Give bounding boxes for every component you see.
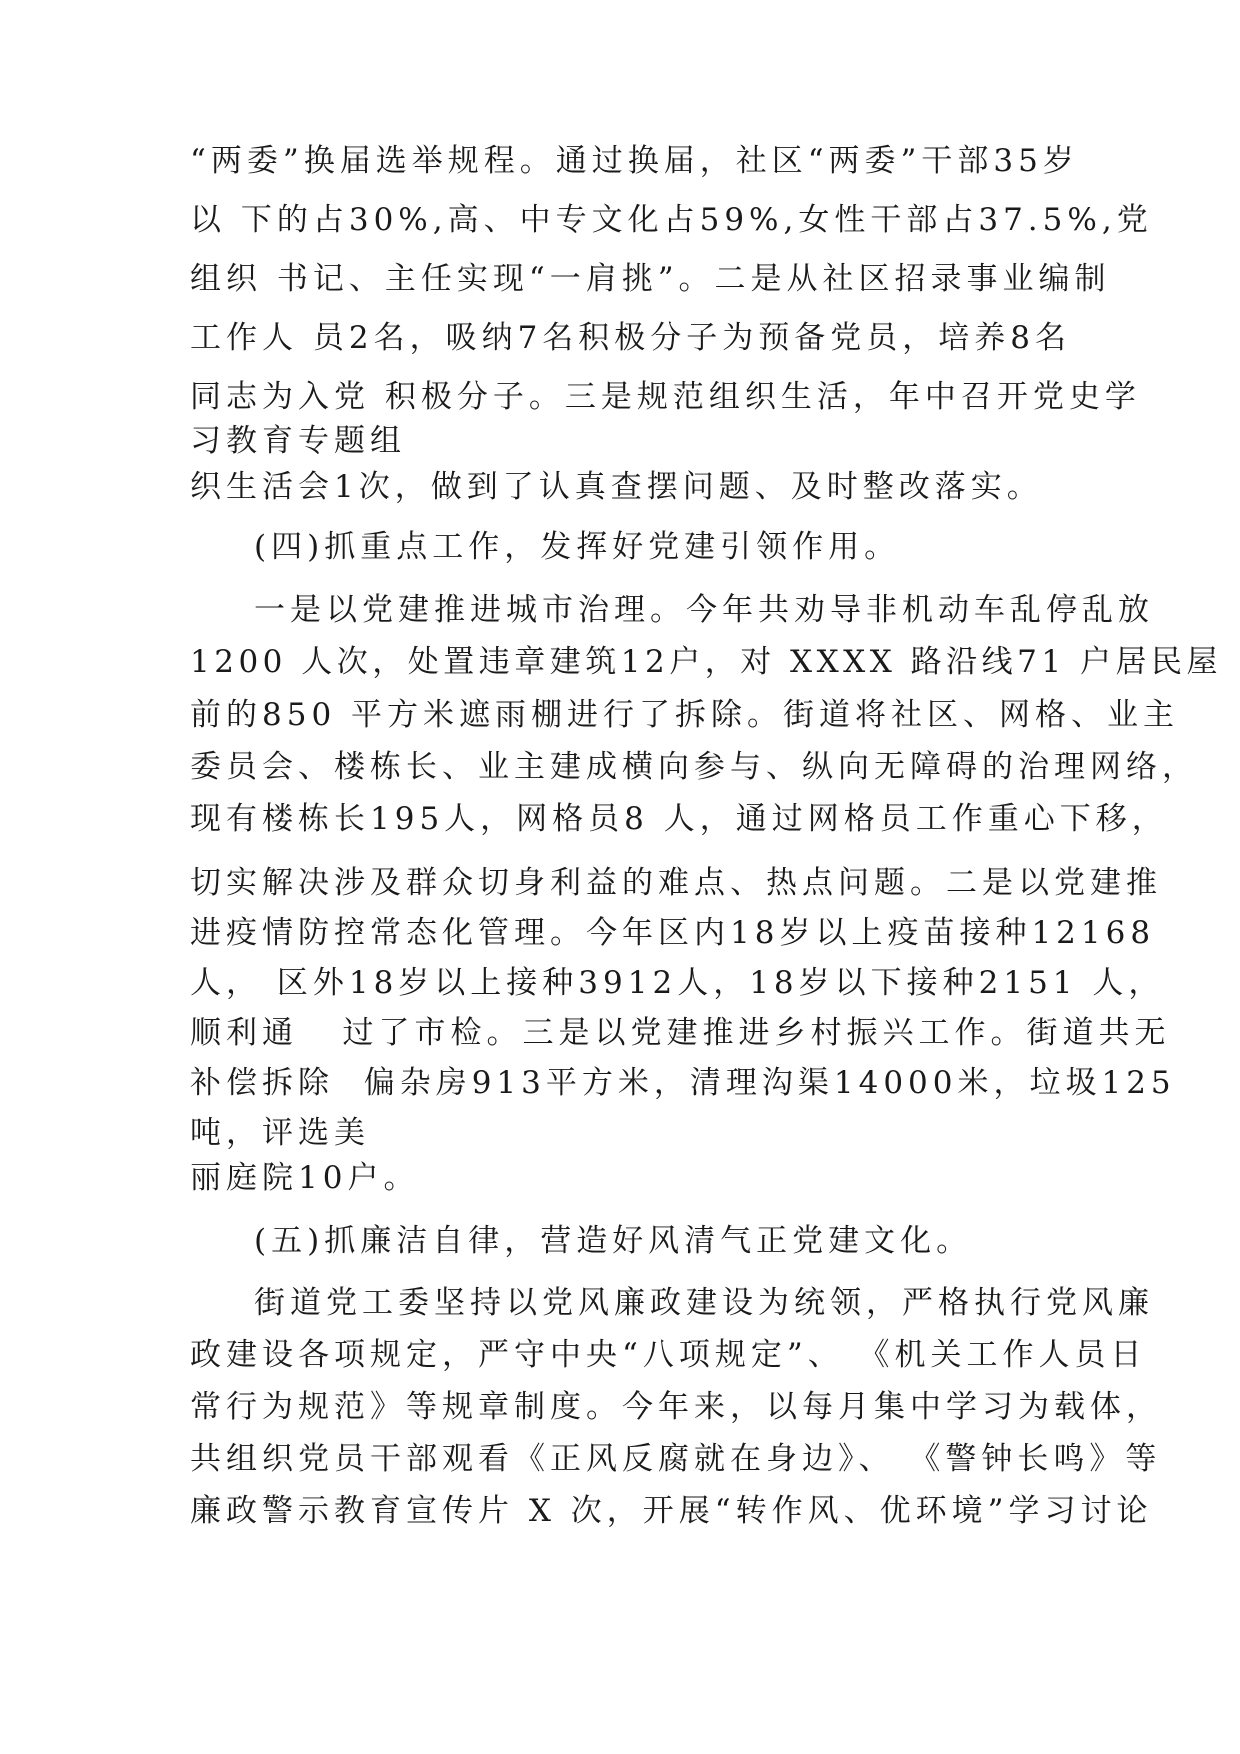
paragraph-line: 常行为规范》等规章制度。今年来，以每月集中学习为载体， (190, 1389, 1162, 1425)
paragraph-line: 街道党工委坚持以党风廉政建设为统领，严格执行党风廉 (254, 1285, 1154, 1321)
paragraph-line: 一是以党建推进城市治理。今年共劝导非机动车乱停乱放 (254, 592, 1154, 628)
paragraph-line: 习教育专题组 (190, 423, 406, 459)
paragraph-line: 共组织党员干部观看《正风反腐就在身边》、 《警钟长鸣》等 (190, 1441, 1162, 1477)
paragraph-line: 切实解决涉及群众切身利益的难点、热点问题。二是以党建推 (190, 865, 1162, 901)
paragraph-line: 廉政警示教育宣传片 X 次，开展“转作风、优环境”学习讨论 (190, 1493, 1153, 1529)
paragraph-line: 织生活会1次，做到了认真查摆问题、及时整改落实。 (190, 469, 1043, 505)
paragraph-line: 进疫情防控常态化管理。今年区内18岁以上疫苗接种12168 (190, 915, 1156, 951)
paragraph-line: 工作人 员2名，吸纳7名积极分子为预备党员，培养8名 (190, 320, 1072, 356)
paragraph-line: 前的850 平方米遮雨棚进行了拆除。街道将社区、网格、业主 (190, 697, 1180, 733)
section-heading: (四)抓重点工作，发挥好党建引领作用。 (254, 529, 901, 565)
paragraph-line: 1200 人次，处置违章建筑12户，对 XXXX 路沿线71 户居民屋 (190, 644, 1222, 680)
paragraph-line: 现有楼栋长195人，网格员8 人，通过网格员工作重心下移， (190, 801, 1168, 837)
paragraph-line: 人， 区外18岁以上接种3912人，18岁以下接种2151 人， (190, 965, 1165, 1001)
paragraph-line: 组织 书记、主任实现“一肩挑”。二是从社区招录事业编制 (190, 261, 1111, 297)
paragraph-line: 委员会、楼栋长、业主建成横向参与、纵向无障碍的治理网络， (190, 749, 1198, 785)
paragraph-line: 以 下的占30%,高、中专文化占59%,女性干部占37.5%,党 (190, 202, 1153, 238)
paragraph-line: 同志为入党 积极分子。三是规范组织生活，年中召开党史学 (190, 379, 1141, 415)
paragraph-line: “两委”换届选举规程。通过换届，社区“两委”干部35岁 (190, 143, 1079, 179)
paragraph-line: 吨，评选美 (190, 1115, 370, 1151)
paragraph-line: 补偿拆除 偏杂房913平方米，清理沟渠14000米，垃圾125 (190, 1065, 1176, 1101)
paragraph-line: 顺利通 过了市检。三是以党建推进乡村振兴工作。街道共无 (190, 1015, 1171, 1051)
paragraph-line: 丽庭院10户。 (190, 1160, 420, 1196)
section-heading: (五)抓廉洁自律，营造好风清气正党建文化。 (254, 1223, 973, 1259)
paragraph-line: 政建设各项规定，严守中央“八项规定”、 《机关工作人员日 (190, 1337, 1147, 1373)
